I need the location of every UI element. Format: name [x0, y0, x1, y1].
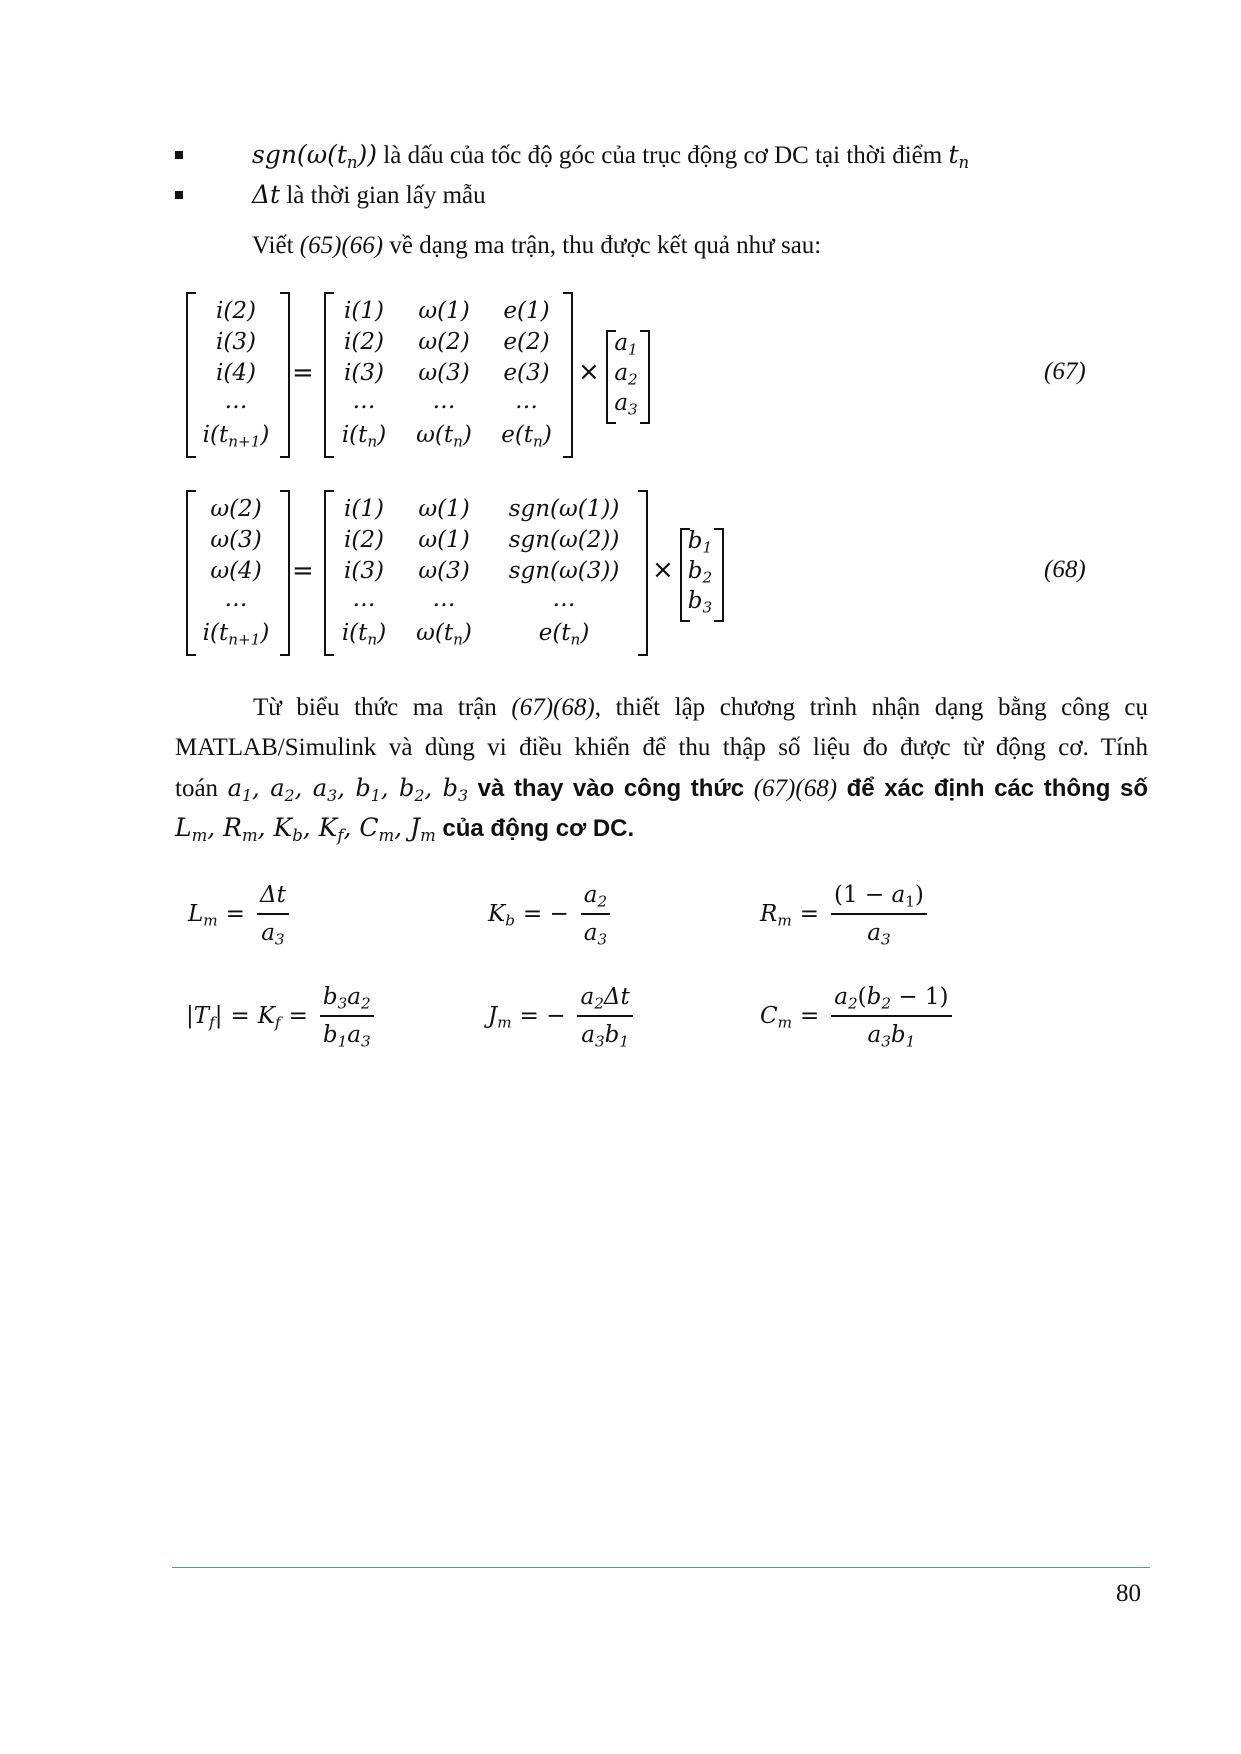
eq68-r3c2: …	[552, 586, 576, 612]
bullet-text-sgn: là dấu của tốc độ góc của trục động cơ DC tại thời điểm	[377, 142, 949, 169]
bullet-icon	[175, 151, 183, 159]
bullet-item-sgn	[175, 138, 1155, 172]
eq67-r1c2: e(2)	[503, 329, 550, 355]
eq67-r4c1: $\omega(t_n)$	[416, 422, 472, 451]
eq68-r1c0: i(2)	[344, 527, 384, 553]
bullet-icon	[175, 191, 183, 199]
eq68-lhs-3: …	[224, 586, 248, 612]
formula-Lm: $L_m$ = $\frac{\Delta t}{a_3}$	[188, 880, 293, 948]
eq68-r0c0: i(1)	[344, 496, 384, 522]
eq68-r2c0: i(3)	[344, 558, 384, 584]
equation-68	[186, 490, 1146, 662]
eq67-lhs-0: i(2)	[216, 298, 256, 324]
eq68-r2c1: ω(3)	[418, 558, 470, 584]
eq68-r2c2: sgn(ω(3))	[508, 558, 620, 584]
eq67-r1c1: ω(2)	[418, 329, 470, 355]
eq67-vec-0: $a_1$	[614, 330, 638, 359]
equation-number-68: (68)	[1044, 556, 1086, 583]
footer-divider	[172, 1567, 1150, 1568]
eq68-lhs-4: $i(t_{n+1})$	[202, 620, 270, 649]
bullet-math-dt: Δt	[252, 180, 281, 209]
eq67-times: ×	[578, 357, 600, 387]
eq67-r2c1: ω(3)	[418, 360, 470, 386]
bullet-tail-tn: $t_n$	[948, 140, 970, 172]
equation-67	[186, 292, 1146, 464]
eq68-r4c2: $e(t_n)$	[538, 620, 590, 649]
intro-text: Viết (65)(66) về dạng ma trận, thu được kết quả như sau:	[252, 232, 822, 259]
formula-Rm: $R_m$ = $\frac{(1 - a_1)}{a_3}$	[760, 880, 931, 948]
body-paragraph	[175, 688, 1148, 848]
eq68-vec-1: $b_2$	[687, 558, 713, 587]
eq67-equals: =	[292, 358, 314, 388]
formula-Cm: $C_m$ = $\frac{a_2(b_2 - 1)}{a_3b_1}$	[760, 982, 956, 1050]
eq68-equals: =	[292, 556, 314, 586]
eq68-r0c2: sgn(ω(1))	[508, 496, 620, 522]
paragraph-line-3: toán $a_1$, $a_2$, $a_3$, $b_1$, $b_2$, $b_3$ và thay vào công thức (67)(68) để xác định các thông số	[175, 774, 1148, 805]
eq67-r0c2: e(1)	[503, 298, 550, 324]
eq68-lhs-2: ω(4)	[210, 558, 262, 584]
eq68-vec-2: $b_3$	[687, 588, 713, 617]
eq68-r3c1: …	[432, 586, 456, 612]
page-number: 80	[1116, 1580, 1141, 1607]
bullet-text-dt: là thời gian lấy mẫu	[280, 182, 486, 209]
eq67-r4c0: $i(t_n)$	[341, 422, 387, 451]
eq67-r3c1: …	[432, 388, 456, 414]
eq68-r0c1: ω(1)	[418, 496, 470, 522]
eq67-lhs-3: …	[224, 388, 248, 414]
eq67-lhs-2: i(4)	[216, 360, 256, 386]
eq68-r1c1: ω(1)	[418, 527, 470, 553]
paragraph-line-2: MATLAB/Simulink và dùng vi điều khiển để thu thập số liệu đo được từ động cơ. Tính	[175, 734, 1148, 761]
eq67-r0c1: ω(1)	[418, 298, 470, 324]
eq68-r4c1: $\omega(t_n)$	[416, 620, 472, 649]
eq67-lhs-4: $i(t_{n+1})$	[202, 422, 270, 451]
eq67-r2c0: i(3)	[344, 360, 384, 386]
eq68-times: ×	[652, 555, 674, 585]
formula-Jm: $J_m$ = − $\frac{a_2\Delta t}{a_3b_1}$	[488, 982, 637, 1050]
formula-Tf: $|T_f|$ = $K_f$ = $\frac{b_3a_2}{b_1a_3}$	[186, 982, 378, 1050]
eq68-r1c2: sgn(ω(2))	[508, 527, 620, 553]
eq67-vec-2: $a_3$	[614, 390, 638, 419]
eq68-r4c0: $i(t_n)$	[341, 620, 387, 649]
bullet-item-dt	[175, 178, 1155, 212]
eq67-r1c0: i(2)	[344, 329, 384, 355]
eq67-r4c2: $e(t_n)$	[501, 422, 552, 451]
eq67-lhs-1: i(3)	[216, 329, 256, 355]
eq67-r2c2: e(3)	[503, 360, 550, 386]
eq67-vec-1: $a_2$	[614, 360, 638, 389]
formula-Kb: $K_b$ = − $\frac{a_2}{a_3}$	[488, 880, 614, 948]
eq67-r0c0: i(1)	[344, 298, 384, 324]
eq68-r3c0: …	[352, 586, 376, 612]
eq68-lhs-0: ω(2)	[210, 496, 262, 522]
eq68-vec-0: $b_1$	[687, 528, 713, 557]
paragraph-line-4: $L_m$, $R_m$, $K_b$, $K_f$, $C_m$, $J_m$ của động cơ DC.	[175, 813, 635, 845]
bullet-math-sgn: $sgn(\omega(t_n))$	[252, 140, 378, 172]
eq67-r3c0: …	[352, 388, 376, 414]
equation-number-67: (67)	[1044, 358, 1086, 385]
eq68-lhs-1: ω(3)	[210, 527, 262, 553]
eq67-r3c2: …	[515, 388, 538, 414]
paragraph-line-1: Từ biểu thức ma trận (67)(68), thiết lập chương trình nhận dạng bằng công cụ	[253, 694, 1148, 721]
